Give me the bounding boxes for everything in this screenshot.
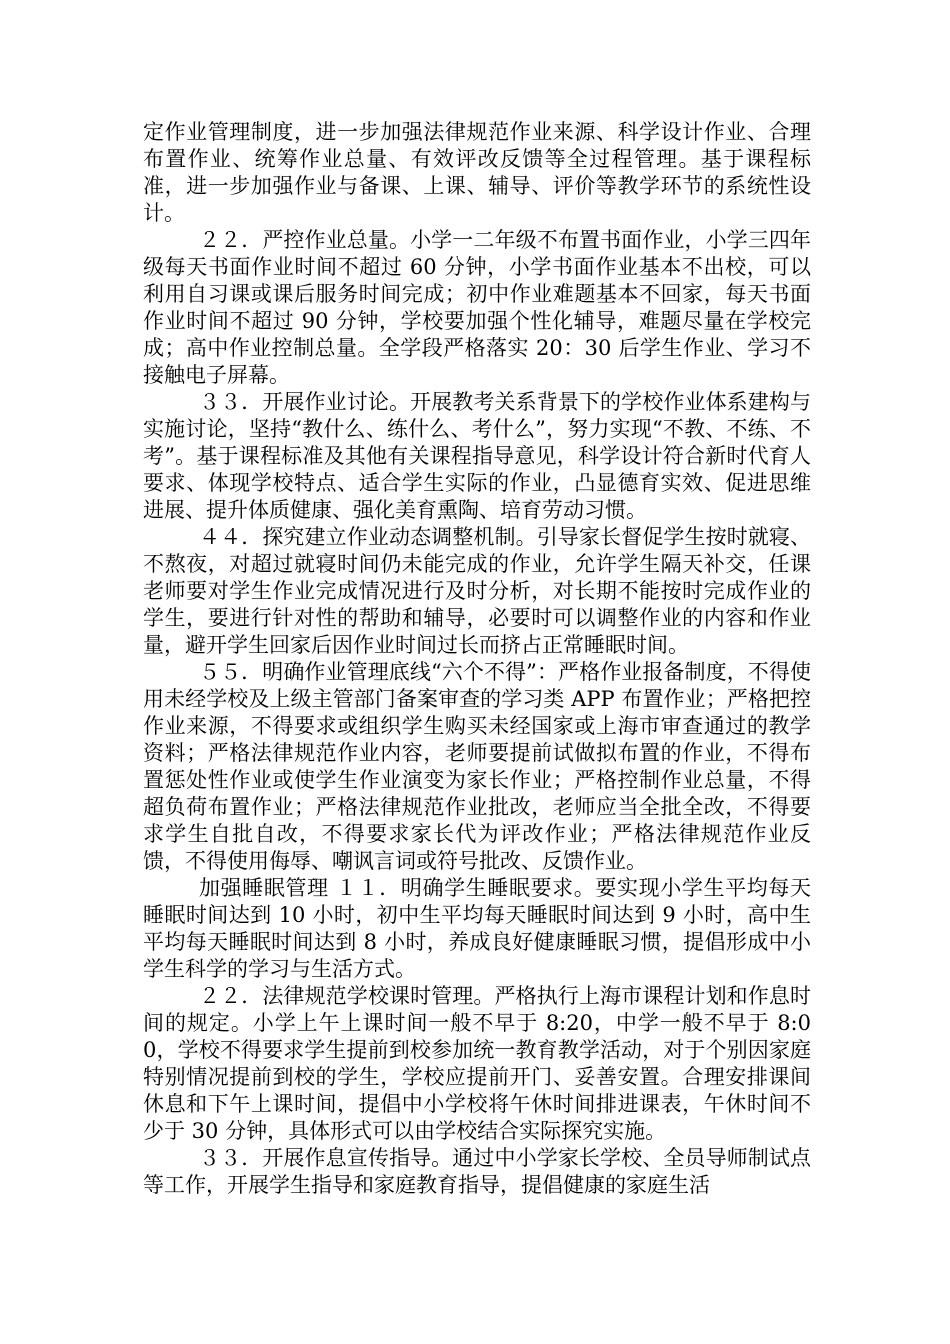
paragraph-six-prohibitions: ５５．明确作业管理底线“六个不得”：严格作业报备制度，不得使用未经学校及上级主管部门备案审查的学习类 APP 布置作业；严格把控作业来源，不得要求或组织学生购买未经国家或上海市审查通过的教学资料；严格法律规范作业内容，老师要提前试做拟布置的作业，不得布置惩处性作业或使学生作业演变为家长作业；严格控制作业总量，不得超负荷布置作业；严格法律规范作业批改，老师应当全批全改，不得要求学生自批自改，不得要求家长代为评改作业；严格法律规范作业反馈，不得使用侮辱、嘲讽言词或符号批改、反馈作业。 [143,660,811,873]
paragraph-homework-management-system: 定作业管理制度，进一步加强法律规范作业来源、科学设计作业、合理布置作业、统筹作业总量、有效评改反馈等全过程管理。基于课程标准，进一步加强作业与备课、上课、辅导、评价等教学环节的系统性设计。 [143,120,811,225]
document-body [143,119,811,1199]
paragraph-sleep-requirements: 加强睡眠管理 １１．明确学生睡眠要求。要实现小学生平均每天睡眠时间达到 10 小时，初中生平均每天睡眠时间达到 9 小时，高中生平均每天睡眠时间达到 8 小时，养成良好健康睡眠习惯，提倡形成中小学生科学的学习与生活方式。 [143,876,811,981]
paragraph-class-hours: ２２．法律规范学校课时管理。严格执行上海市课程计划和作息时间的规定。小学上午上课时间一般不早于 8:20，中学一般不早于 8:00，学校不得要求学生提前到校参加统一教育教学活动，对于个别因家庭特别情况提前到校的学生，学校应提前开门、妥善安置。合理安排课间休息和下午上课时间，提倡中小学校将午休时间排进课表，午休时间不少于 30 分钟，具体形式可以由学校结合实际探究实施。 [143,984,811,1143]
paragraph-dynamic-adjustment: ４４．探究建立作业动态调整机制。引导家长督促学生按时就寝、不熬夜，对超过就寝时间仍未能完成的作业，允许学生隔天补交，任课老师要对学生作业完成情况进行及时分析，对长期不能按时完成作业的学生，要进行针对性的帮助和辅导，必要时可以调整作业的内容和作业量，避开学生回家后因作业时间过长而挤占正常睡眠时间。 [143,525,811,657]
paragraph-schedule-guidance: ３３．开展作息宣传指导。通过中小学家长学校、全员导师制试点等工作，开展学生指导和家庭教育指导，提倡健康的家庭生活 [143,1146,811,1197]
paragraph-control-homework-total: ２２．严控作业总量。小学一二年级不布置书面作业，小学三四年级每天书面作业时间不超过 60 分钟，小学书面作业基本不出校，可以利用自习课或课后服务时间完成；初中作业难题基本不回家，每天书面作业时间不超过 90 分钟，学校要加强个性化辅导，难题尽量在学校完成；高中作业控制总量。全学段严格落实 20：30 后学生作业、学习不接触电子屏幕。 [143,228,811,387]
paragraph-homework-discussion: ３３．开展作业讨论。开展教考关系背景下的学校作业体系建构与实施讨论，坚持“教什么、练什么、考什么”，努力实现“不教、不练、不考”。基于课程标准及其他有关课程指导意见，科学设计符合新时代育人要求、体现学校特点、适合学生实际的作业，凸显德育实效、促进思维进展、提升体质健康、强化美育熏陶、培育劳动习惯。 [143,390,811,522]
